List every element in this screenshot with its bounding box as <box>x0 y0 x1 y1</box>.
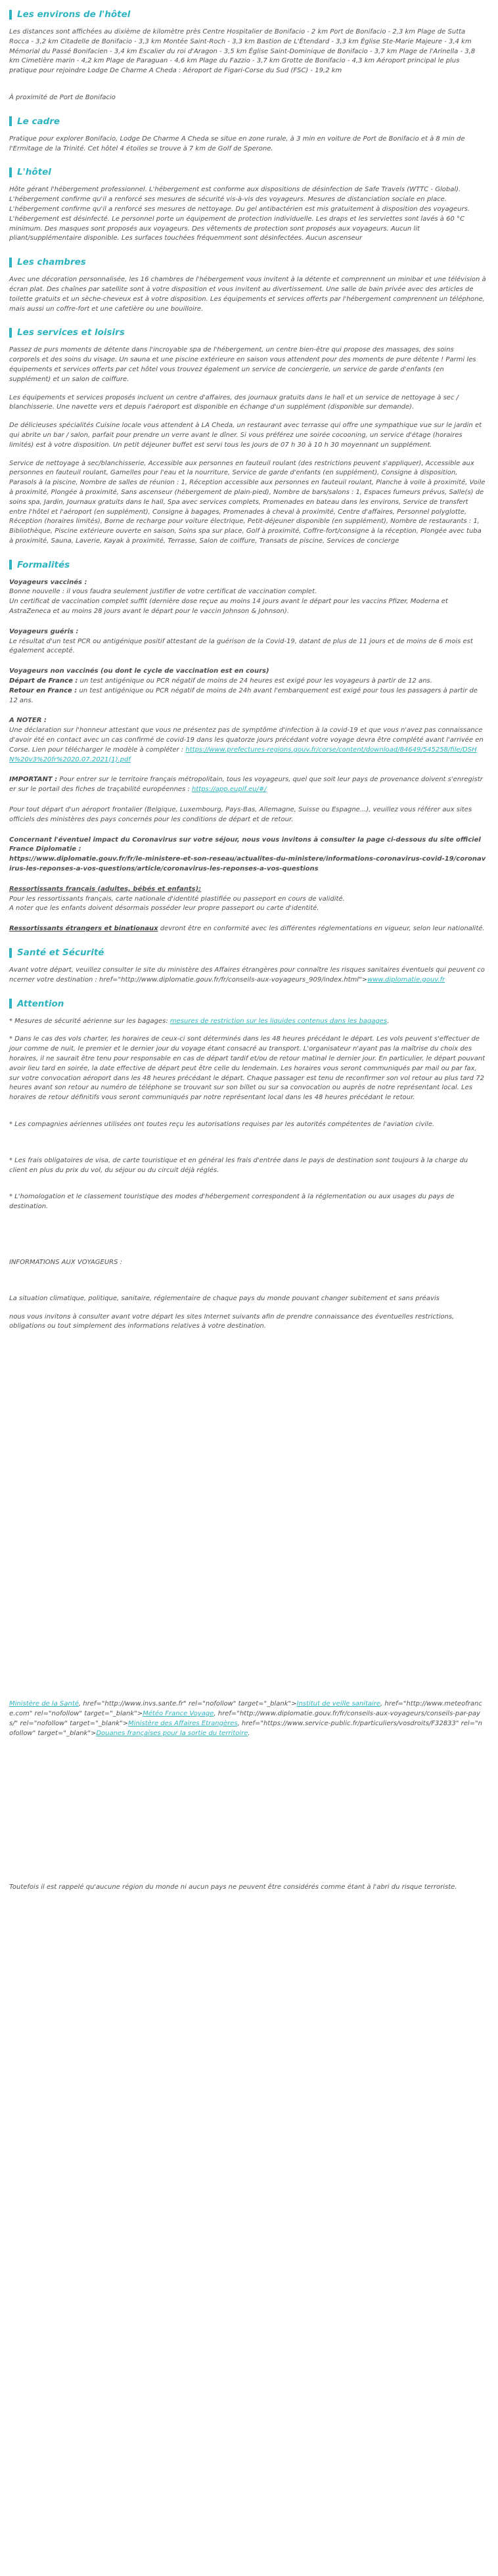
world-situation-line: La situation climatique, politique, sanitaire, réglementaire de chaque pays du monde pouvant changer subitement et sans préavis <box>9 1294 440 1302</box>
services-paragraph-business: Les équipements et services proposés incluent un centre d'affaires, des journaux gratuits dans le hall et un service de nettoyage à sec / blanchisserie. Une navette vers et depuis l'aéroport est disponible en échange d'un supplément (disponible sur demande). <box>9 394 459 411</box>
return-france-line <box>9 687 486 706</box>
section-chambres <box>9 257 486 314</box>
liquids-restriction-link[interactable]: mesures de restriction sur les liquides contenus dans les bagages <box>170 1017 388 1025</box>
section-title-services: Les services et loisirs <box>17 327 125 338</box>
setting-paragraph: Pratique pour explorer Bonifacio, Lodge De Charme A Cheda se situe en zone rurale, à 3 min en voiture de Port de Bonifacio et à 8 min de l'Ermitage de la Trinité. Cet hôtel 4 étoiles se trouve à 7 km de Golf de Sperone. <box>9 135 465 152</box>
a-noter-heading: A NOTER : <box>9 717 47 725</box>
links-end-period: . <box>248 1729 250 1737</box>
section-formalites <box>9 560 486 934</box>
accent-bar-icon <box>9 999 12 1008</box>
section-attention <box>9 999 486 1893</box>
baggage-security-prefix: * Mesures de sécurité aérienne sur les bagages: <box>9 1017 170 1025</box>
travelers-information-heading: INFORMATIONS AUX VOYAGEURS : <box>9 1258 122 1266</box>
a-noter-text <box>9 726 486 765</box>
terrorism-risk-note: Toutefois il est rappelé qu'aucune région du monde ni aucun pays ne peuvent être considérés comme étant à l'abri du risque terroriste. <box>9 1884 457 1891</box>
recovered-travelers-line: Le résultat d'un test PCR ou antigénique positif attestant de la guérison de la Covid-19, datant de plus de 11 jours et de moins de 6 mois est également accepté. <box>9 637 473 655</box>
border-airport-text: Pour tout départ d'un aéroport frontalier (Belgique, Luxembourg, Pays-Bas, Allemagne, Suisse ou Espagne...), veuillez vous référer aux sites officiels des ministères des pays concernés pour les conditions de départ et de retour. <box>9 806 472 823</box>
accent-bar-icon <box>9 168 12 177</box>
section-title-formalites: Formalités <box>17 559 70 570</box>
vaccinated-travelers-line: Bonne nouvelle : il vous faudra seulement justifier de votre certificat de vaccination complet. <box>9 588 317 596</box>
section-title-cadre: Le cadre <box>17 116 60 127</box>
accent-bar-icon <box>9 258 12 267</box>
section-header-environs <box>9 9 486 20</box>
unvaccinated-travelers-block <box>9 667 486 706</box>
vaccinated-travelers-heading: Voyageurs vaccinés : <box>9 578 87 586</box>
recovered-travelers-block <box>9 627 486 656</box>
diplomatie-coronavirus-link[interactable]: https://www.diplomatie.gouv.fr/fr/le-ministere-et-son-reseau/actualites-du-ministere/informations-coronavirus-covid-19/coronavirus-les-reponses-a-vos-questions/article/coronavirus-les-reponses-a-vos-questions <box>9 855 486 873</box>
prefecture-form-link[interactable]: https://www.prefectures-regions.gouv.fr/corse/content/download/84649/545258/file/DSHN%20v3%20fr%2020.07.2021(1).pdf <box>9 746 477 763</box>
foreign-nationals-block <box>9 924 486 934</box>
important-line <box>9 775 486 795</box>
section-header-formalites <box>9 560 486 570</box>
french-nationals-block <box>9 885 486 914</box>
accent-bar-icon <box>9 328 12 338</box>
hotel-paragraph: Hôte gérant l'hébergement professionnel. L'hébergement est conforme aux dispositions de désinfection de Safe Travels (WTTC - Global). L'hébergement confirme qu'il a renforcé ses mesures de sécurité vis-à-vis des voyageurs. Mesures de distanciation sociale en place. L'hébergement confirme qu'il a renforcé ses mesures de nettoyage. Du gel antibactérien est mis gratuitement à disposition des voyageurs. L'hébergement est désinfecté. Le personnel porte un équipement de protection individuelle. Les draps et les serviettes sont lavés à 60 °C minimum. Des masques sont proposés aux voyageurs. Des vêtements de protection sont proposés aux voyageurs. Aucun lit pliant/supplémentaire disponible. Les surfaces touchées fréquemment sont désinfectées. Aucun ascenseur <box>9 186 470 242</box>
section-title-chambres: Les chambres <box>17 257 86 268</box>
euplf-link[interactable]: https://app.euplf.eu/#/ <box>192 786 267 794</box>
accent-bar-icon <box>9 948 12 958</box>
coronavirus-info-block <box>9 836 486 874</box>
french-nationals-heading: Ressortissants français (adultes, bébés et enfants): <box>9 885 202 893</box>
meteo-france-voyage-link[interactable]: Météo France Voyage <box>143 1709 214 1717</box>
return-france-text: un test antigénique ou PCR négatif de moins de 24h avant l'embarquement est exigé pour tous les passagers à partir de 12 ans. <box>9 687 478 704</box>
consult-websites-line: nous vous invitons à consulter avant votre départ les sites Internet suivants afin de prendre connaissance des éventuelles restrictions, obligations ou tout simplement des informations relatives à votre destination. <box>9 1313 455 1330</box>
foreign-nationals-text: devront être en conformité avec les différentes réglementations en vigueur, selon leur nationalité. <box>158 925 485 933</box>
institut-veille-sanitaire-link[interactable]: Institut de veille sanitaire <box>296 1700 381 1708</box>
a-noter-body: Une déclaration sur l'honneur attestant que vous ne présentez pas de symptôme d'infection à la covid-19 et que vous n'avez pas connaissance d'avoir été en contact avec un cas confirmé de covid-19 dans les quatorze jours précédant votre voyage devra être complété avant l'arrivée en Corse. Lien pour télécharger le modèle à compléter : <box>9 727 484 754</box>
affaires-etrangeres-link[interactable]: Ministère des Affaires Etrangères <box>128 1719 238 1727</box>
accent-bar-icon <box>9 116 12 126</box>
section-header-cadre <box>9 116 486 127</box>
french-nationals-line: Pour les ressortissants français, carte nationale d'identité plastifiée ou passeport en cours de validité. <box>9 895 345 903</box>
section-hotel <box>9 167 486 244</box>
section-title-sante: Santé et Sécurité <box>17 947 104 958</box>
href-literal-text: , href="http://www.diplomatie.gouv.fr/fr/conseils-aux-voyageurs/conseils-par-pays/" rel="nofollow" target="_blank"> <box>9 1709 480 1727</box>
foreign-nationals-line <box>9 924 486 934</box>
important-label: IMPORTANT : <box>9 776 58 784</box>
health-safety-paragraph <box>9 966 486 985</box>
services-amenities-list: Service de nettoyage à sec/blanchisserie, Accessible aux personnes en fauteuil roulant (des restrictions peuvent s'appliquer), Accessible aux personnes en fauteuil roulant, Gamelles pour l'eau et la nourriture, Service de garde d'enfants (en supplément), Consigne à disposition, Parasols à la piscine, Nombre de salles de réunion : 1, Réception accessible aux personnes en fauteuil roulant, Planche à voile à proximité, Voile à proximité, Plongée à proximité, Sans ascenseur (hébergement de plain-pied), Nombre de bars/salons : 1, Espaces fumeurs prévus, Salle(s) de soins spa, Jardin, Journaux gratuits dans le hall, Spa avec services complets, Promenades en bateau dans les environs, Service de transfert entre l'hôtel et l'aéroport (en supplément), Consigne à bagages, Promenades à cheval à proximité, Centre d'affaires, Personnel polyglotte, Réception (horaires limités), Borne de recharge pour voiture électrique, Petit-déjeuner disponible (en supplément), Nombre de restaurants : 1, Bibliothèque, Piscine extérieure ouverte en saison, Soins spa sur place, Golf à proximité, Coffre-fort/consigne à la réception, Plongée avec tuba à proximité, Sauna, Laverie, Kayak à proximité, Terrasse, Salon de coiffure, Transats de piscine, Services de concierge <box>9 459 486 545</box>
section-title-hotel: L'hôtel <box>17 167 51 178</box>
departure-france-text: un test antigénique ou PCR négatif de moins de 24 heures est exigé pour les voyageurs à partir de 12 ans. <box>78 677 432 685</box>
section-header-services <box>9 327 486 338</box>
section-services <box>9 327 486 546</box>
section-cadre <box>9 116 486 154</box>
section-title-attention: Attention <box>17 998 64 1009</box>
coronavirus-info-text: Concernant l'éventuel impact du Coronavirus sur votre séjour, nous vous invitons à consulter la page ci-dessous du site officiel France Diplomatie : <box>9 836 481 853</box>
return-france-label: Retour en France : <box>9 687 78 694</box>
baggage-security-paragraph <box>9 1017 486 1027</box>
ministere-sante-link[interactable]: Ministère de la Santé <box>9 1700 79 1708</box>
href-literal-text: , href="http://www.meteofrance.com" rel="nofollow" target="_blank"> <box>9 1700 482 1717</box>
diplomatie-advice-link[interactable]: www.diplomatie.gouv.fr <box>367 976 445 983</box>
french-nationals-line: A noter que les enfants doivent désormais posséder leur propre passeport ou carte d'identité. <box>9 905 319 913</box>
departure-france-label: Départ de France : <box>9 677 78 685</box>
baggage-security-suffix: . <box>387 1017 390 1025</box>
visa-fees-paragraph: * Les frais obligatoires de visa, de carte touristique et en général les frais d'entrée dans le pays de destination sont toujours à la charge du client en plus du prix du vol, du séjour ou du circuit déjà réglés. <box>9 1156 468 1174</box>
unvaccinated-travelers-heading: Voyageurs non vaccinés (ou dont le cycle de vaccination est en cours) <box>9 667 269 675</box>
href-literal-text: , href="http://www.invs.sante.fr" rel="nofollow" target="_blank"> <box>78 1700 297 1708</box>
proximity-note: À proximité de Port de Bonifacio <box>9 93 116 101</box>
foreign-nationals-label: Ressortissants étrangers et binationaux <box>9 925 158 933</box>
section-header-hotel <box>9 167 486 177</box>
section-environs <box>9 9 486 103</box>
vaccinated-travelers-block <box>9 578 486 617</box>
official-links-paragraph <box>9 1700 486 1738</box>
douanes-francaises-link[interactable]: Douanes françaises pour la sortie du territoire <box>96 1729 248 1737</box>
airlines-paragraph: * Les compagnies aériennes utilisées ont toutes reçu les autorisations requises par les autorités compétentes de l'aviation civile. <box>9 1120 435 1128</box>
section-title-environs: Les environs de l'hôtel <box>17 9 131 20</box>
section-header-attention <box>9 999 486 1009</box>
services-paragraph-spa: Passez de purs moments de détente dans l'incroyable spa de l'hébergement, un centre bien-être qui propose des massages, des soins corporels et des soins du visage. Un sauna et une piscine extérieure en saison vous attendent pour des moments de pure détente ! Parmi les équipements et services offerts par cet hôtel vous trouvez également un service de conciergerie, un service de garde d'enfants (en supplément) et un salon de coiffure. <box>9 346 476 383</box>
important-text: Pour entrer sur le territoire français métropolitain, tous les voyageurs, quel que soit leur pays de provenance doivent s'enregistrer sur le portail des fiches de traçabilité européennes : <box>9 776 483 794</box>
accent-bar-icon <box>9 560 12 570</box>
vaccinated-travelers-line: Un certificat de vaccination complet suffit (dernière dose reçue au moins 14 jours avant le départ pour les vaccins Pfizer, Moderna et AstraZeneca et au moins 28 jours avant le départ pour le vaccin Johnson & Johnson). <box>9 598 448 616</box>
recovered-travelers-heading: Voyageurs guéris : <box>9 627 79 635</box>
section-sante <box>9 947 486 985</box>
border-airport-block <box>9 805 486 825</box>
health-safety-text: Avant votre départ, veuillez consulter le site du ministère des Affaires étrangères pour connaître les risques sanitaires éventuels qui peuvent concerner votre destination : href="http://www.diplomatie.gouv.fr/fr/conseils-aux-voyageurs_909/index.html"> <box>9 966 485 983</box>
distances-paragraph: Les distances sont affichées au dixième de kilomètre près Centre Hospitalier de Bonifacio - 2 km Port de Bonifacio - 2,3 km Plage de Sutta Rocca - 3,2 km Citadelle de Bonifacio - 3,3 km Montée Saint-Roch - 3,3 km Bastion de L'Étendard - 3,3 km Église Ste-Marie Majeure - 3,4 km Mémorial du Passé Bonifacien - 3,4 km Escalier du roi d'Aragon - 3,5 km Église Saint-Dominique de Bonifacio - 3,7 km Plage de l'Arinella - 3,8 km Cimetière marin - 4,2 km Plage de Paraguan - 4,6 km Plage du Fazzio - 3,7 km Grotte de Bonifacio - 4,3 km Aéroport principal le plus pratique pour rejoindre Lodge De Charme A Cheda : Aéroport de Figari-Corse du Sud (FSC) - 19,2 km <box>9 28 476 75</box>
important-block <box>9 775 486 795</box>
services-paragraph-restaurant: De délicieuses spécialités Cuisine locale vous attendent à LA Cheda, un restaurant avec terrasse qui offre une sympathique vue sur le jardin et qui abrite un bar / salon, parfait pour prendre un verre avant le dîner. Si vous préférez une soirée cocooning, un service d'étage (horaires limités) est à votre disposition. Un petit déjeuner buffet est servi tous les jours de 07 h 30 à 10 h 30 moyennant un supplément. <box>9 422 482 449</box>
charter-flights-paragraph: * Dans le cas des vols charter, les horaires de ceux-ci sont déterminés dans les 48 heures précédant le départ. Les vols peuvent s'effectuer de jour comme de nuit, le premier et le dernier jour du voyage étant consacré au transport. L'organisateur n'ayant pas la maîtrise du choix des horaires, il ne saurait être tenu pour responsable en cas de départ tardif et/ou de retour matinal le dernier jour. En particulier, le départ pouvant avoir lieu tard en soirée, la date effective de départ peut être celle du lendemain. Les horaires vous seront communiqués par mail ou par fax, sur votre convocation aéroport dans les 48 heures précédant le départ. Chaque passager est tenu de reconfirmer son vol retour au plus tard 72 heures avant son retour au numéro de téléphone se trouvant sur son billet ou sur sa convocation ou auprès de notre représentant local. Les horaires de retour définitifs vous seront communiqués par notre représentant local dans les 48 heures précédant le retour. <box>9 1035 486 1102</box>
a-noter-block <box>9 716 486 765</box>
accent-bar-icon <box>9 10 12 20</box>
section-header-sante <box>9 947 486 958</box>
classification-paragraph: * L'homologation et le classement touristique des modes d'hébergement correspondent à la réglementation ou aux usages du pays de destination. <box>9 1193 455 1211</box>
section-header-chambres <box>9 257 486 267</box>
departure-france-line <box>9 677 486 687</box>
href-literal-text: , href="https://www.service-public.fr/particuliers/vosdroits/F32833" rel="nofollow" target="_blank"> <box>9 1719 482 1737</box>
rooms-paragraph: Avec une décoration personnalisée, les 16 chambres de l'hébergement vous invitent à la détente et comprennent un minibar et une télévision à écran plat. Des chaînes par satellite sont à votre disposition et vous invitent au divertissement. Une salle de bain privée avec des articles de toilette gratuits et un sèche-cheveux est à votre disposition. Les équipements et services offerts par l'hébergement comprennent un téléphone, mais aussi un coffre-fort et une cafetière ou une bouilloire. <box>9 276 486 313</box>
